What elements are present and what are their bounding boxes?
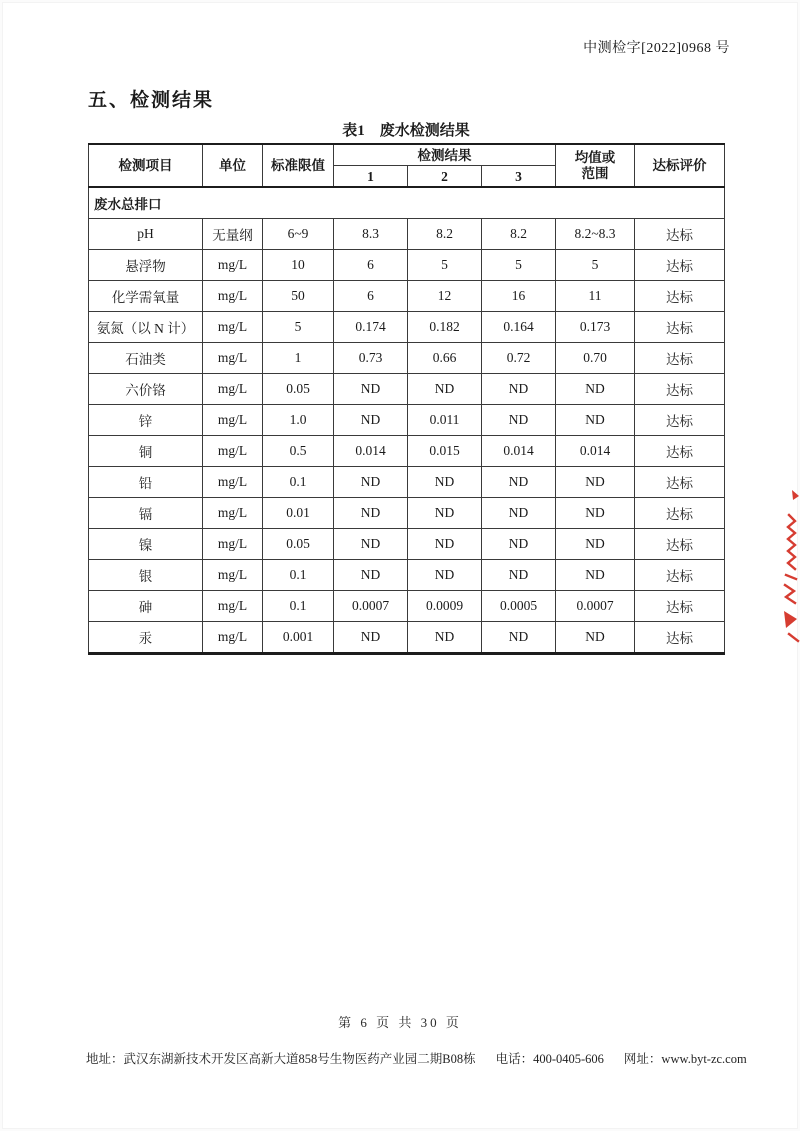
column-header-result-2: 2 [408, 166, 482, 188]
cell-r1: ND [334, 560, 408, 591]
table-row [89, 622, 725, 654]
cell-eval: 达标 [635, 529, 725, 560]
cell-eval: 达标 [635, 219, 725, 250]
cell-r3: 5 [482, 250, 556, 281]
cell-unit: mg/L [203, 591, 263, 622]
cell-item: 悬浮物 [89, 250, 203, 281]
table-row [89, 343, 725, 374]
table-row [89, 219, 725, 250]
cell-mean: ND [556, 467, 635, 498]
cell-mean: 0.173 [556, 312, 635, 343]
table-row [89, 374, 725, 405]
cell-limit: 0.001 [263, 622, 334, 654]
cell-r1: ND [334, 529, 408, 560]
cell-r1: 0.014 [334, 436, 408, 467]
cell-eval: 达标 [635, 250, 725, 281]
results-tbody [89, 187, 725, 654]
cell-r3: 0.164 [482, 312, 556, 343]
cell-limit: 0.01 [263, 498, 334, 529]
cell-limit: 0.1 [263, 560, 334, 591]
cell-limit: 0.05 [263, 529, 334, 560]
cell-r3: 16 [482, 281, 556, 312]
footer-contact-line [86, 1049, 747, 1067]
table-row [89, 467, 725, 498]
cell-item: 六价铬 [89, 374, 203, 405]
footer-address: 地址：武汉东湖新技术开发区高新大道858号生物医药产业园二期B08栋 [86, 1052, 476, 1066]
column-header-results-group: 检测结果 [334, 144, 556, 166]
cell-mean: ND [556, 405, 635, 436]
cell-r3: ND [482, 467, 556, 498]
table-row [89, 591, 725, 622]
cell-r2: ND [408, 498, 482, 529]
cell-r2: 0.182 [408, 312, 482, 343]
cell-r1: ND [334, 467, 408, 498]
cell-unit: mg/L [203, 436, 263, 467]
cell-unit: mg/L [203, 343, 263, 374]
cell-eval: 达标 [635, 374, 725, 405]
cell-r1: ND [334, 405, 408, 436]
cell-unit: 无量纲 [203, 219, 263, 250]
red-stamp-fragment-icon [780, 487, 800, 645]
table-row [89, 250, 725, 281]
cell-unit: mg/L [203, 281, 263, 312]
table-header [89, 144, 725, 187]
cell-limit: 10 [263, 250, 334, 281]
cell-item: 化学需氧量 [89, 281, 203, 312]
cell-r2: 0.011 [408, 405, 482, 436]
cell-eval: 达标 [635, 560, 725, 591]
footer-phone: 电话：400-0405-606 [495, 1052, 604, 1066]
cell-r3: 0.72 [482, 343, 556, 374]
cell-eval: 达标 [635, 436, 725, 467]
cell-r3: ND [482, 405, 556, 436]
cell-mean: 5 [556, 250, 635, 281]
cell-r3: 0.0005 [482, 591, 556, 622]
cell-r2: ND [408, 529, 482, 560]
cell-limit: 0.05 [263, 374, 334, 405]
cell-unit: mg/L [203, 250, 263, 281]
table-row [89, 312, 725, 343]
cell-r1: 6 [334, 281, 408, 312]
column-header-item: 检测项目 [89, 144, 203, 187]
cell-r3: 8.2 [482, 219, 556, 250]
cell-unit: mg/L [203, 405, 263, 436]
cell-mean: ND [556, 560, 635, 591]
cell-unit: mg/L [203, 312, 263, 343]
cell-r1: 0.0007 [334, 591, 408, 622]
table-section-row [89, 187, 725, 219]
cell-r1: 0.73 [334, 343, 408, 374]
cell-r2: 5 [408, 250, 482, 281]
cell-eval: 达标 [635, 343, 725, 374]
cell-eval: 达标 [635, 312, 725, 343]
cell-r1: ND [334, 498, 408, 529]
column-header-unit: 单位 [203, 144, 263, 187]
cell-item: 镍 [89, 529, 203, 560]
cell-r2: ND [408, 374, 482, 405]
cell-r2: 0.015 [408, 436, 482, 467]
cell-limit: 50 [263, 281, 334, 312]
cell-mean: 0.70 [556, 343, 635, 374]
cell-eval: 达标 [635, 281, 725, 312]
cell-item: pH [89, 219, 203, 250]
column-header-mean-line1: 均值或 [574, 149, 616, 165]
column-header-evaluation: 达标评价 [635, 144, 725, 187]
cell-r2: 0.0009 [408, 591, 482, 622]
cell-eval: 达标 [635, 622, 725, 654]
column-header-mean-line2: 范围 [581, 165, 609, 181]
column-header-result-3: 3 [482, 166, 556, 188]
cell-r1: 0.174 [334, 312, 408, 343]
cell-limit: 0.5 [263, 436, 334, 467]
column-header-mean-range [556, 144, 635, 187]
cell-eval: 达标 [635, 498, 725, 529]
cell-item: 石油类 [89, 343, 203, 374]
cell-r1: 6 [334, 250, 408, 281]
cell-r3: ND [482, 529, 556, 560]
cell-item: 锌 [89, 405, 203, 436]
cell-mean: 8.2~8.3 [556, 219, 635, 250]
cell-r2: 8.2 [408, 219, 482, 250]
cell-limit: 0.1 [263, 591, 334, 622]
cell-limit: 1 [263, 343, 334, 374]
cell-r2: ND [408, 560, 482, 591]
cell-mean: ND [556, 529, 635, 560]
cell-limit: 0.1 [263, 467, 334, 498]
cell-limit: 1.0 [263, 405, 334, 436]
cell-eval: 达标 [635, 405, 725, 436]
cell-unit: mg/L [203, 498, 263, 529]
cell-r1: ND [334, 622, 408, 654]
cell-item: 砷 [89, 591, 203, 622]
document-reference-number: 中测检字[2022]0968 号 [583, 41, 730, 56]
cell-mean: ND [556, 622, 635, 654]
table-caption: 表1 废水检测结果 [342, 123, 470, 139]
table-row [89, 405, 725, 436]
cell-item: 铅 [89, 467, 203, 498]
table-row [89, 498, 725, 529]
cell-unit: mg/L [203, 560, 263, 591]
cell-r3: ND [482, 498, 556, 529]
cell-r2: ND [408, 467, 482, 498]
cell-item: 银 [89, 560, 203, 591]
section-row-label: 废水总排口 [89, 187, 725, 219]
cell-r3: ND [482, 622, 556, 654]
cell-item: 铜 [89, 436, 203, 467]
cell-eval: 达标 [635, 591, 725, 622]
table-row [89, 529, 725, 560]
section-title: 五、检测结果 [88, 90, 215, 111]
cell-mean: 11 [556, 281, 635, 312]
column-header-result-1: 1 [334, 166, 408, 188]
wastewater-results-table [88, 143, 725, 655]
footer-website: 网址：www.byt-zc.com [623, 1052, 747, 1066]
cell-limit: 5 [263, 312, 334, 343]
cell-unit: mg/L [203, 529, 263, 560]
cell-eval: 达标 [635, 467, 725, 498]
cell-r3: ND [482, 560, 556, 591]
table-row [89, 560, 725, 591]
cell-mean: 0.0007 [556, 591, 635, 622]
cell-r2: 12 [408, 281, 482, 312]
cell-unit: mg/L [203, 622, 263, 654]
cell-mean: 0.014 [556, 436, 635, 467]
cell-r3: 0.014 [482, 436, 556, 467]
column-header-limit: 标准限值 [263, 144, 334, 187]
table-row [89, 281, 725, 312]
cell-r2: 0.66 [408, 343, 482, 374]
cell-item: 氨氮（以 N 计） [89, 312, 203, 343]
cell-mean: ND [556, 498, 635, 529]
cell-r2: ND [408, 622, 482, 654]
cell-unit: mg/L [203, 467, 263, 498]
cell-unit: mg/L [203, 374, 263, 405]
cell-mean: ND [556, 374, 635, 405]
cell-item: 镉 [89, 498, 203, 529]
cell-item: 汞 [89, 622, 203, 654]
page-number: 第 6 页 共 30 页 [338, 1015, 462, 1030]
cell-r1: 8.3 [334, 219, 408, 250]
table-row [89, 436, 725, 467]
cell-limit: 6~9 [263, 219, 334, 250]
cell-r1: ND [334, 374, 408, 405]
cell-r3: ND [482, 374, 556, 405]
